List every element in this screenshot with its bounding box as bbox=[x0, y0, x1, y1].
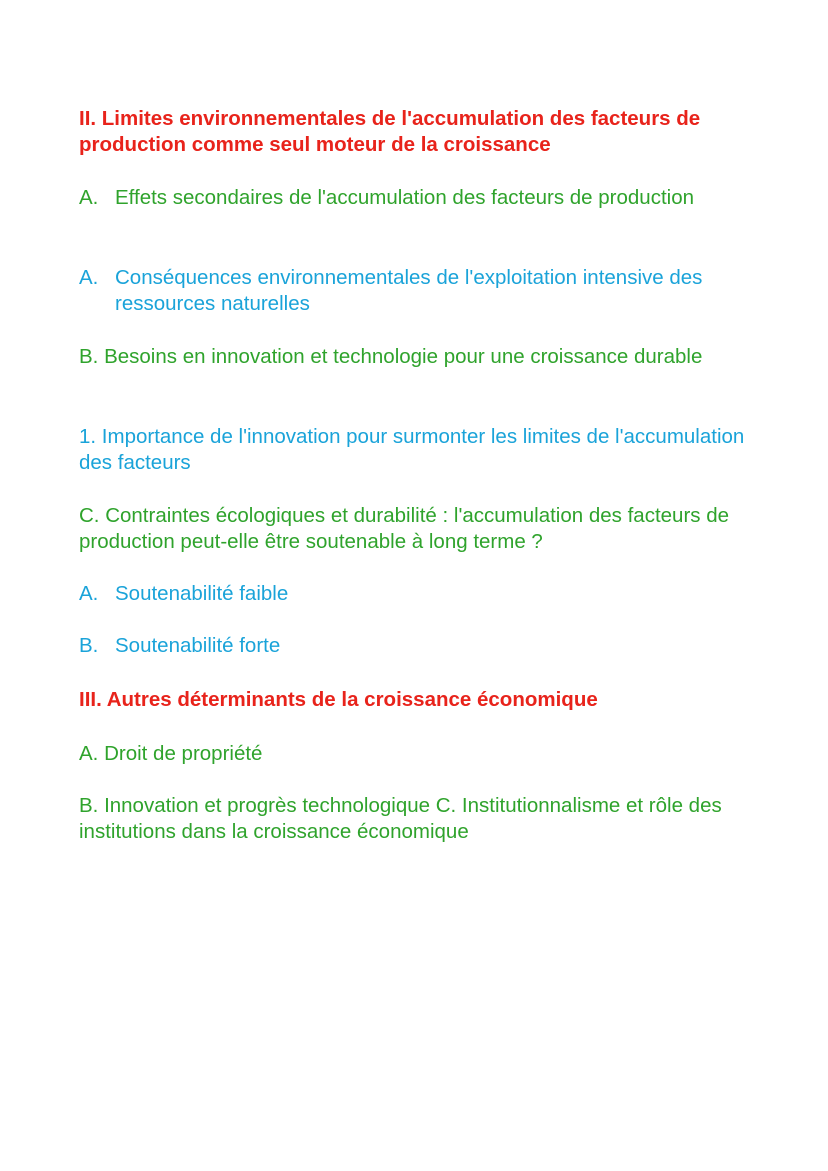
list-marker: A. bbox=[79, 186, 99, 209]
list-marker: A. bbox=[79, 266, 99, 289]
list-item-b-strong-sustainability bbox=[79, 633, 769, 659]
list-item-text: Conséquences environnementales de l'exploitation intensive des ressources naturelles bbox=[115, 266, 703, 315]
list-item-a-weak-sustainability bbox=[79, 581, 769, 607]
section-2-heading: II. Limites environnementales de l'accumulation des facteurs de production comme seul moteur de la croissance bbox=[79, 107, 701, 156]
list-item-text: Soutenabilité forte bbox=[115, 634, 281, 657]
item-1-innovation-importance: 1. Importance de l'innovation pour surmonter les limites de l'accumulation des facteurs bbox=[79, 425, 745, 474]
list-item-a-environmental-consequences bbox=[79, 265, 769, 317]
item-b-innovation-needs: B. Besoins en innovation et technologie pour une croissance durable bbox=[79, 345, 703, 368]
list-marker: A. bbox=[79, 582, 99, 605]
list-marker: B. bbox=[79, 634, 99, 657]
item-c-ecological-constraints: C. Contraintes écologiques et durabilité : l'accumulation des facteurs de production peut-elle être soutenable à long terme ? bbox=[79, 504, 730, 553]
list-item-text: Effets secondaires de l'accumulation des facteurs de production bbox=[115, 186, 695, 209]
list-item-a-side-effects bbox=[79, 185, 769, 211]
item-b-innovation-institutions: B. Innovation et progrès technologique C. Institutionnalisme et rôle des institutions dans la croissance économique bbox=[79, 794, 722, 843]
list-item-text: Soutenabilité faible bbox=[115, 582, 289, 605]
item-a-property-rights: A. Droit de propriété bbox=[79, 742, 263, 765]
section-3-heading: III. Autres déterminants de la croissance économique bbox=[79, 688, 598, 711]
